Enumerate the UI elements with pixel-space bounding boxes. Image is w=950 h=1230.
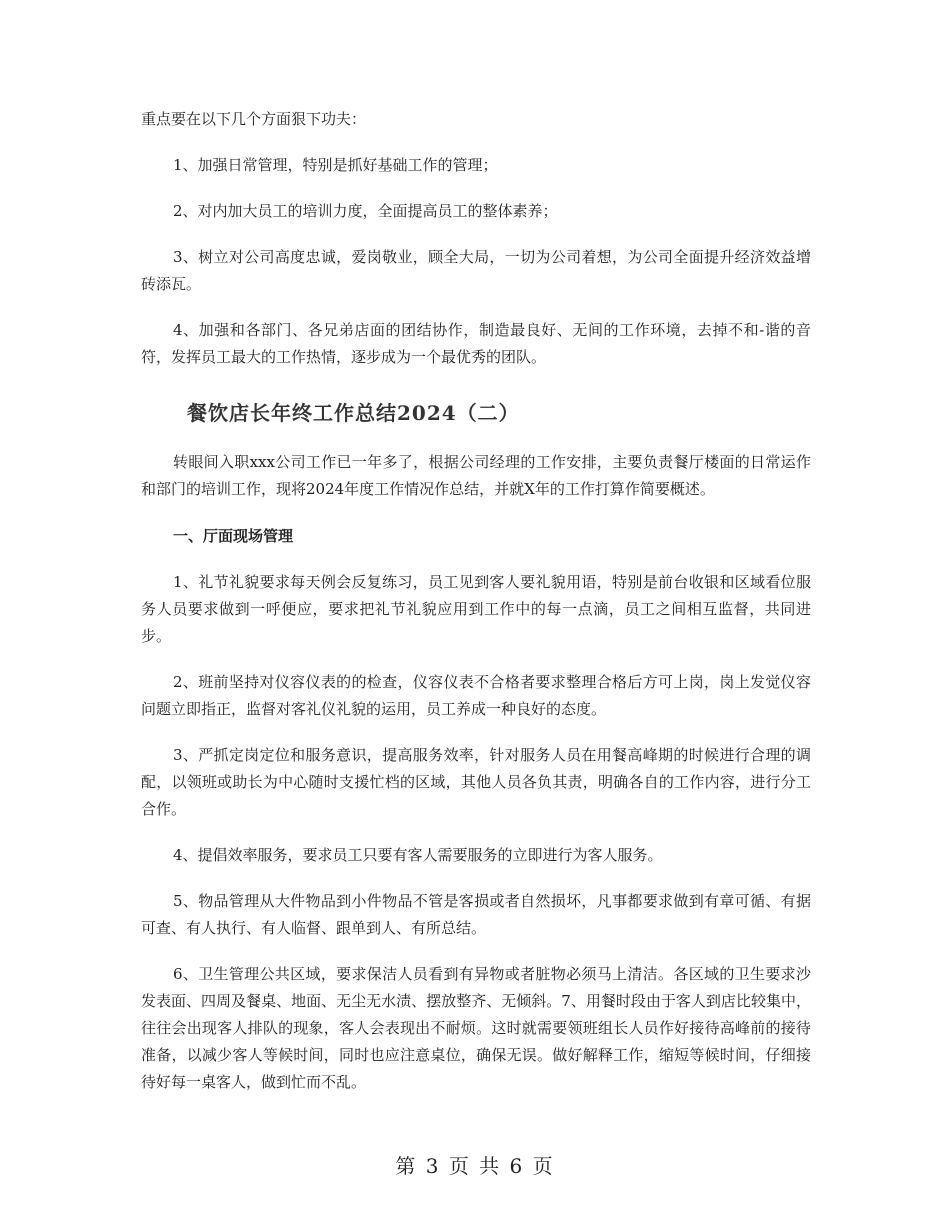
- page-number-footer: 第 3 页 共 6 页: [395, 1154, 555, 1178]
- intro-paragraph: 重点要在以下几个方面狠下功夫：: [141, 110, 367, 128]
- section-title: 餐饮店长年终工作总结2024（二）: [187, 401, 520, 425]
- management-item-2: 2、班前坚持对仪容仪表的的检查，仪容仪表不合格者要求整理合格后方可上岗，岗上发觉仪容问题立即指正，监督对客礼仪礼貌的运用，员工养成一种良好的态度。: [141, 673, 811, 718]
- opening-paragraph: 转眼间入职xxx公司工作已一年多了，根据公司经理的工作安排，主要负责餐厅楼面的日常运作和部门的培训工作，现将2024年度工作情况作总结，并就X年的工作打算作简要概述。: [141, 453, 811, 498]
- focus-item-2: 2、对内加大员工的培训力度，全面提高员工的整体素养；: [173, 202, 558, 220]
- management-item-5: 5、物品管理从大件物品到小件物品不管是客损或者自然损坏，凡事都要求做到有章可循、有据可查、有人执行、有人临督、跟单到人、有所总结。: [141, 892, 811, 937]
- document-body: [141, 106, 811, 1096]
- focus-item-3: 3、树立对公司高度忠诚，爱岗敬业，顾全大局，一切为公司着想，为公司全面提升经济效益增砖添瓦。: [141, 248, 811, 293]
- focus-item-1: 1、加强日常管理，特别是抓好基础工作的管理；: [173, 156, 498, 174]
- management-item-4: 4、提倡效率服务，要求员工只要有客人需要服务的立即进行为客人服务。: [173, 846, 663, 864]
- focus-item-4: 4、加强和各部门、各兄弟店面的团结协作，制造最良好、无间的工作环境，去掉不和-谐的音符，发挥员工最大的工作热情，逐步成为一个最优秀的团队。: [141, 321, 811, 366]
- management-item-1: 1、礼节礼貌要求每天例会反复练习，员工见到客人要礼貌用语，特别是前台收银和区域看位服务人员要求做到一呼便应，要求把礼节礼貌应用到工作中的每一点滴，员工之间相互监督，共同进步。: [141, 573, 811, 645]
- section-heading: 一、厅面现场管理: [173, 527, 294, 545]
- management-item-6: 6、卫生管理公共区域，要求保洁人员看到有异物或者脏物必须马上清洁。各区域的卫生要求沙发表面、四周及餐桌、地面、无尘无水渍、摆放整齐、无倾斜。7、用餐时段由于客人到店比较集中，往往会出现客人排队的现象，客人会表现出不耐烦。这时就需要领班组长人员作好接待高峰前的接待准备，以减少客人等候时间，同时也应注意桌位，确保无误。做好解释工作，缩短等候时间，仔细接待好每一桌客人，做到忙而不乱。: [141, 965, 811, 1091]
- management-item-3: 3、严抓定岗定位和服务意识，提高服务效率，针对服务人员在用餐高峰期的时候进行合理的调配，以领班或助长为中心随时支援忙档的区域，其他人员各负其责，明确各自的工作内容，进行分工合作。: [141, 746, 811, 818]
